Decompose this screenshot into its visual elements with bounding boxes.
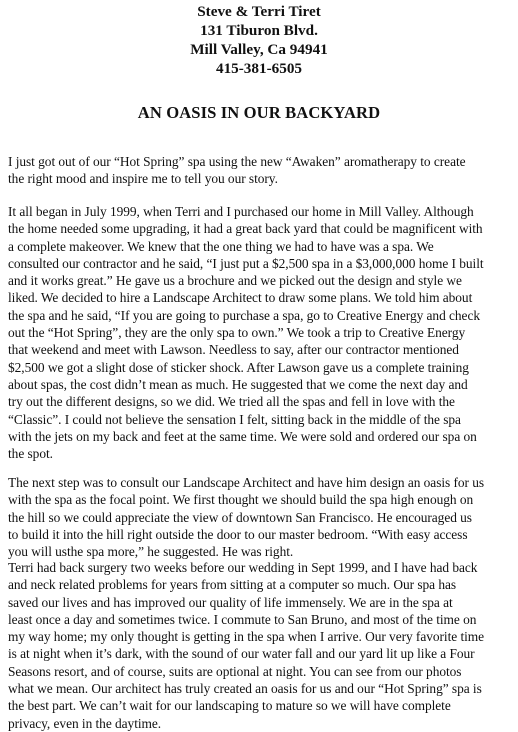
text-line: about spas, the cost didn’t mean as much. He suggested that we come the next day and: [8, 376, 468, 392]
text-line: I just got out of our “Hot Spring” spa using the new “Awaken” aromatherapy to create: [8, 154, 466, 169]
text-line: try out the different designs, so we did. We tried all the spas and fell in love with the: [8, 394, 455, 410]
sender-street: 131 Tiburon Blvd.: [200, 22, 318, 39]
text-line: that weekend and meet with Lawson. Needless to say, after our contractor mentioned: [8, 342, 459, 358]
paragraph-2: [8, 203, 516, 462]
text-line: a complete makeover. We knew that the one thing we had to have was a spa. We: [8, 238, 434, 254]
text-line: The next step was to consult our Landscape Architect and have him design an oasis for us: [8, 475, 485, 490]
text-line: and it works great.” He gave us a brochure and we picked out the design and style we: [8, 273, 462, 289]
text-line: to build it into the hill right outside the door to our master bedroom. “With easy access: [8, 526, 468, 542]
text-line: “Classic”. I could not believe the sensation I felt, sitting back in the middle of the spa: [8, 411, 461, 427]
text-line: out the “Hot Spring”, they are the only spa to own.” We took a trip to Creative Energy: [8, 325, 466, 341]
text-line: is at night when it’s dark, with the sound of our water fall and our yard lit up like a Four: [8, 646, 475, 662]
sender-name: Steve & Terri Tiret: [197, 3, 321, 20]
text-line: with the jets on my back and feet at the same time. We were sold and ordered our spa on: [8, 428, 477, 444]
text-line: with the spa as the focal point. We first thought we should build the spa high enough on: [8, 492, 474, 508]
paragraph-1: [8, 153, 516, 188]
text-line: the spa and he said, “If you are going to purchase a spa, go to Creative Energy and check: [8, 307, 480, 323]
text-line: the spot.: [8, 446, 53, 462]
document-title: AN OASIS IN OUR BACKYARD: [137, 103, 381, 122]
text-line: the hill so we could appreciate the view of downtown San Francisco. He encouraged us: [8, 509, 472, 525]
sender-phone: 415-381-6505: [215, 60, 303, 77]
text-line: the best part. We can’t wait for our landscaping to mature so we will have complete: [8, 698, 451, 714]
text-line: least once a day and sometimes twice. I commute to San Bruno, and most of the time on: [8, 611, 477, 627]
text-line: $2,500 we got a slight dose of sticker shock. After Lawson gave us a complete training: [8, 359, 469, 375]
text-line: liked. We decided to hire a Landscape Architect to draw some plans. We told him about: [8, 290, 473, 306]
text-line: saved our lives and has improved our quality of life immensely. We are in the spa at: [8, 594, 453, 610]
text-line: privacy, even in the daytime.: [8, 715, 162, 731]
text-line: what we mean. Our architect has truly created an oasis for us and our “Hot Spring” spa is: [8, 681, 482, 697]
text-line: and neck related problems for years from sitting at a computer so much. Our spa has: [8, 577, 457, 593]
paragraph-4: [8, 559, 516, 732]
text-line: Seasons resort, and of course, suits are optional at night. You can see from our photos: [8, 663, 462, 679]
text-line: my way home; my only thought is getting in the spa when I arrive. Our very favorite time: [8, 629, 485, 645]
text-line: Terri had back surgery two weeks before our wedding in Sept 1999, and I have had back: [8, 560, 478, 575]
text-line: the right mood and inspire me to tell you our story.: [8, 171, 278, 187]
paragraph-3: [8, 474, 516, 560]
text-line: the home needed some upgrading, it had a great back yard that could be magnificent with: [8, 221, 483, 237]
text-line: consulted our contractor and he said, “I just put a $2,500 spa in a $3,000,000 home I built: [8, 255, 484, 271]
letter-header: [0, 2, 518, 78]
text-line: you will usthe spa more,” he suggested. He was right.: [8, 544, 294, 560]
text-line: It all began in July 1999, when Terri and I purchased our home in Mill Valley. Although: [8, 204, 474, 219]
sender-city: Mill Valley, Ca 94941: [190, 41, 328, 58]
